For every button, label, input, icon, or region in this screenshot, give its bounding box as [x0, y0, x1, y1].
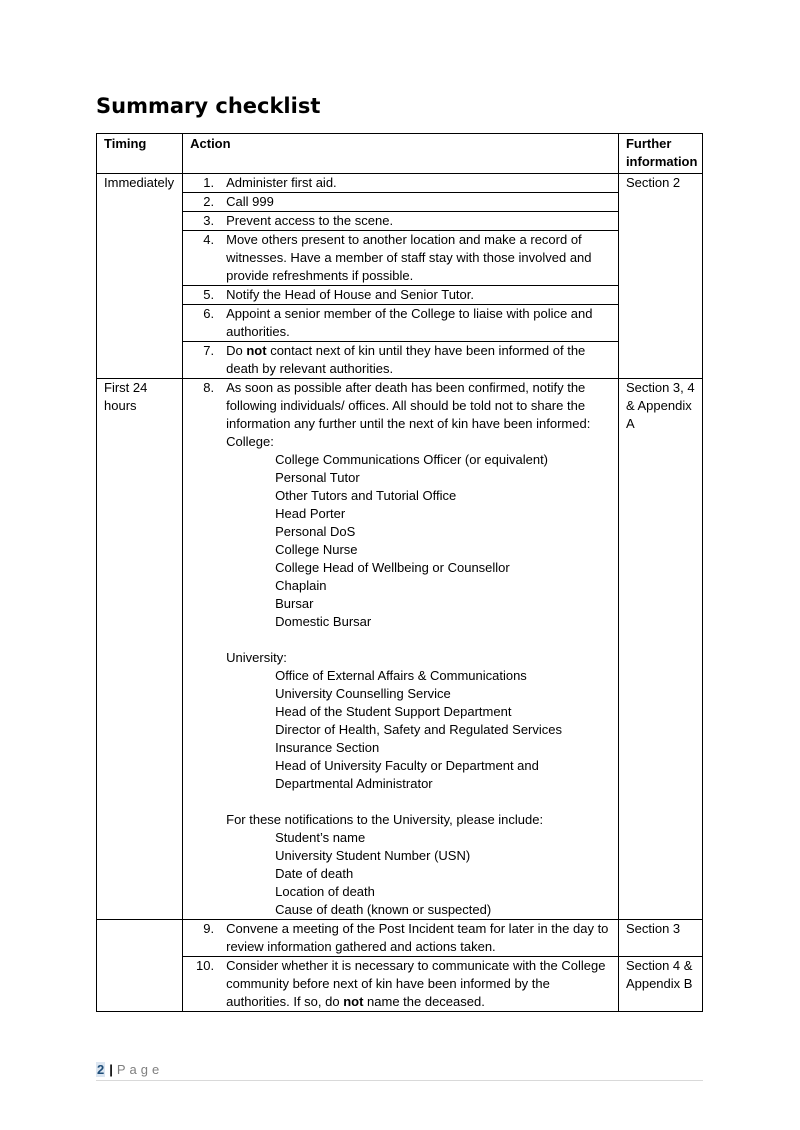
include-list — [226, 829, 612, 919]
action-item — [183, 342, 618, 378]
college-label: College: — [226, 434, 274, 449]
emphasis-not: not — [246, 343, 267, 358]
action-item — [183, 920, 618, 956]
list-item: Bursar — [275, 596, 314, 611]
university-list — [226, 667, 612, 793]
action-item — [183, 957, 618, 1011]
further-info-cell: Section 3, 4 & Appendix A — [618, 379, 702, 920]
action-item — [183, 174, 618, 193]
action-item — [183, 379, 618, 919]
action-number: 3. — [203, 213, 215, 228]
action-text: Prevent access to the scene. — [226, 213, 394, 228]
action-text-pre: Consider whether it is necessary to communicate with the College community before next of kin have been informed by the authorities. If so, do — [226, 958, 606, 1009]
timing-header: Timing — [97, 134, 183, 174]
further-info-header: Further information — [618, 134, 702, 174]
list-item: College Communications Officer (or equivalent) — [275, 452, 549, 467]
action-item — [183, 305, 618, 342]
list-item: Date of death — [275, 866, 354, 881]
action-item — [183, 286, 618, 305]
list-item: Domestic Bursar — [275, 614, 372, 629]
action-text: Administer first aid. — [226, 175, 337, 190]
action-number: 5. — [203, 287, 215, 302]
action-text: Appoint a senior member of the College to liaise with police and authorities. — [226, 306, 593, 339]
list-item: Office of External Affairs & Communications — [275, 668, 527, 683]
timing-cell: Immediately — [97, 174, 183, 379]
list-item: Head of the Student Support Department — [275, 704, 512, 719]
college-list — [226, 451, 612, 631]
table-row — [97, 957, 703, 1012]
action-text: Notify the Head of House and Senior Tutor. — [226, 287, 474, 302]
action-text-block — [214, 379, 618, 919]
action-cell — [183, 174, 619, 379]
further-info-cell: Section 3 — [618, 920, 702, 957]
list-item: Other Tutors and Tutorial Office — [275, 488, 457, 503]
action-text — [214, 957, 618, 1011]
table-row — [97, 174, 703, 379]
action-number: 6. — [203, 306, 215, 321]
emphasis-not: not — [343, 994, 364, 1009]
action-item — [183, 231, 618, 286]
action-number: 1. — [203, 175, 215, 190]
table-row — [97, 379, 703, 920]
action-text: Call 999 — [226, 194, 274, 209]
action-text: Move others present to another location and make a record of witnesses. Have a member of staff stay with those involved and provide refreshments if possible. — [226, 232, 592, 283]
action-item — [183, 212, 618, 231]
action-number: 4. — [203, 232, 215, 247]
university-label: University: — [226, 650, 287, 665]
list-item: Personal DoS — [275, 524, 356, 539]
action-number: 8. — [203, 380, 215, 395]
action-number: 10. — [196, 958, 215, 973]
further-info-cell: Section 4 & Appendix B — [618, 957, 702, 1012]
action-item — [183, 193, 618, 212]
action-number: 9. — [203, 921, 215, 936]
header-row — [97, 134, 703, 174]
action-number: 7. — [203, 343, 215, 358]
table-row — [97, 920, 703, 957]
list-item: Chaplain — [275, 578, 327, 593]
list-item: College Nurse — [275, 542, 358, 557]
summary-checklist-table — [96, 133, 703, 1012]
timing-cell-empty — [97, 920, 183, 957]
list-item: College Head of Wellbeing or Counsellor — [275, 560, 510, 575]
page-label: Page — [116, 1062, 164, 1077]
action-text-post: contact next of kin until they have been informed of the death by relevant authorities. — [226, 343, 586, 376]
include-label: For these notifications to the University, please include: — [226, 812, 544, 827]
list-item: University Counselling Service — [275, 686, 451, 701]
action-text-post: name the deceased. — [363, 994, 485, 1009]
action-cell — [183, 379, 619, 920]
action-text: Convene a meeting of the Post Incident team for later in the day to review information gathered and actions taken. — [226, 921, 609, 954]
further-info-cell: Section 2 — [618, 174, 702, 379]
footer-separator: | — [109, 1062, 113, 1077]
action-cell — [183, 920, 619, 957]
list-item: Cause of death (known or suspected) — [275, 902, 492, 917]
action-text: As soon as possible after death has been confirmed, notify the following individuals/ offices. All should be told not to share the information any further until the next of kin have been informed: — [226, 380, 591, 431]
timing-cell-empty — [97, 957, 183, 1012]
page-footer — [96, 1062, 163, 1077]
list-item: Personal Tutor — [275, 470, 360, 485]
list-item: Student’s name — [275, 830, 366, 845]
action-text — [214, 342, 618, 378]
list-item: Insurance Section — [275, 740, 380, 755]
action-header: Action — [183, 134, 619, 174]
timing-cell: First 24 hours — [97, 379, 183, 920]
list-item: Location of death — [275, 884, 375, 899]
list-item: Head Porter — [275, 506, 346, 521]
page-number: 2 — [97, 1062, 105, 1077]
list-item: University Student Number (USN) — [275, 848, 471, 863]
page-title: Summary checklist — [96, 94, 321, 118]
action-cell — [183, 957, 619, 1012]
list-item: Director of Health, Safety and Regulated Services — [275, 722, 562, 737]
action-number: 2. — [203, 194, 215, 209]
list-item: Head of University Faculty or Department and Departmental Administrator — [275, 758, 539, 791]
footer-rule — [96, 1080, 703, 1081]
action-text-pre: Do — [226, 343, 247, 358]
